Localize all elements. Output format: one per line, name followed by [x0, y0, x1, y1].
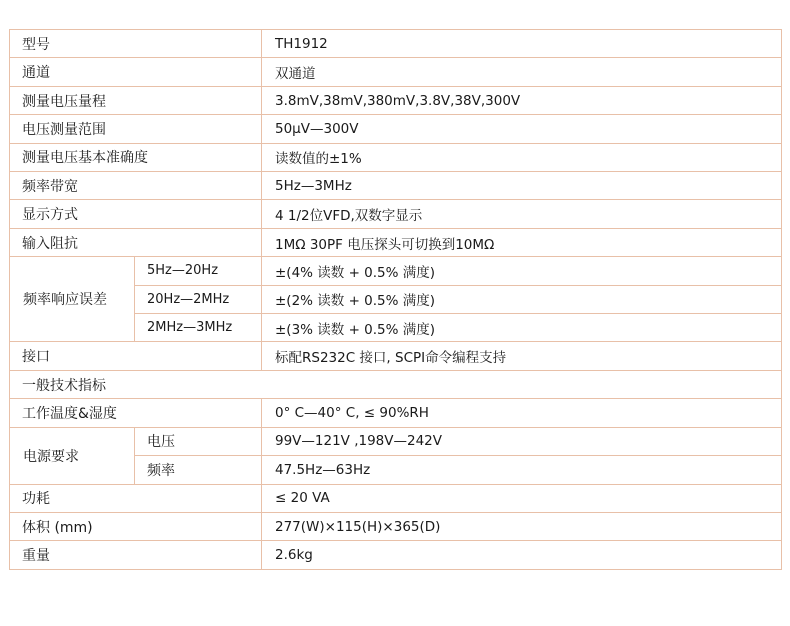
- row-value-range: 3.8mV,38mV,380mV,3.8V,38V,300V: [262, 86, 782, 114]
- row-label-display: 显示方式: [10, 200, 262, 228]
- row-label-power: 电源要求: [10, 427, 135, 484]
- freq-band-label: 5Hz—20Hz: [135, 257, 262, 285]
- table-row: [10, 399, 782, 427]
- row-label-environment: 工作温度&湿度: [10, 399, 262, 427]
- section-heading-general: 一般技术指标: [10, 370, 782, 398]
- row-value-channel: 双通道: [262, 58, 782, 86]
- power-item-value: 99V—121V ,198V—242V: [262, 427, 782, 455]
- row-label-size: 体积 (mm): [10, 512, 262, 540]
- row-value-interface: 标配RS232C 接口, SCPI命令编程支持: [262, 342, 782, 370]
- table-row: [10, 427, 782, 455]
- row-value-model: TH1912: [262, 30, 782, 58]
- table-row: [10, 342, 782, 370]
- freq-band-value: ±(4% 读数 + 0.5% 满度): [262, 257, 782, 285]
- row-label-channel: 通道: [10, 58, 262, 86]
- row-value-environment: 0° C—40° C, ≤ 90%RH: [262, 399, 782, 427]
- freq-band-label: 2MHz—3MHz: [135, 314, 262, 342]
- row-label-consumption: 功耗: [10, 484, 262, 512]
- row-label-interface: 接口: [10, 342, 262, 370]
- table-row: [10, 228, 782, 256]
- row-value-accuracy: 读数值的±1%: [262, 143, 782, 171]
- table-row: [10, 30, 782, 58]
- row-label-span: 电压测量范围: [10, 115, 262, 143]
- table-row: [10, 541, 782, 570]
- table-row: [10, 200, 782, 228]
- row-label-impedance: 输入阻抗: [10, 228, 262, 256]
- row-label-weight: 重量: [10, 541, 262, 570]
- table-row: [10, 370, 782, 398]
- row-label-bandwidth: 频率带宽: [10, 172, 262, 200]
- power-item-value: 47.5Hz—63Hz: [262, 456, 782, 484]
- row-value-weight: 2.6kg: [262, 541, 782, 570]
- spec-table: [9, 29, 782, 570]
- table-row: [10, 58, 782, 86]
- row-label-model: 型号: [10, 30, 262, 58]
- row-value-impedance: 1MΩ 30PF 电压探头可切换到10MΩ: [262, 228, 782, 256]
- freq-band-value: ±(2% 读数 + 0.5% 满度): [262, 285, 782, 313]
- freq-band-label: 20Hz—2MHz: [135, 285, 262, 313]
- table-row: [10, 484, 782, 512]
- table-row: [10, 512, 782, 540]
- table-row: [10, 115, 782, 143]
- row-value-display: 4 1/2位VFD,双数字显示: [262, 200, 782, 228]
- table-row: [10, 86, 782, 114]
- row-value-bandwidth: 5Hz—3MHz: [262, 172, 782, 200]
- table-row: [10, 143, 782, 171]
- row-value-consumption: ≤ 20 VA: [262, 484, 782, 512]
- row-label-range: 测量电压量程: [10, 86, 262, 114]
- table-row: [10, 172, 782, 200]
- power-item-label: 频率: [135, 456, 262, 484]
- row-label-accuracy: 测量电压基本准确度: [10, 143, 262, 171]
- freq-band-value: ±(3% 读数 + 0.5% 满度): [262, 314, 782, 342]
- row-value-span: 50μV—300V: [262, 115, 782, 143]
- row-value-size: 277(W)×115(H)×365(D): [262, 512, 782, 540]
- power-item-label: 电压: [135, 427, 262, 455]
- table-row: [10, 257, 782, 285]
- row-label-freq-response: 频率响应误差: [10, 257, 135, 342]
